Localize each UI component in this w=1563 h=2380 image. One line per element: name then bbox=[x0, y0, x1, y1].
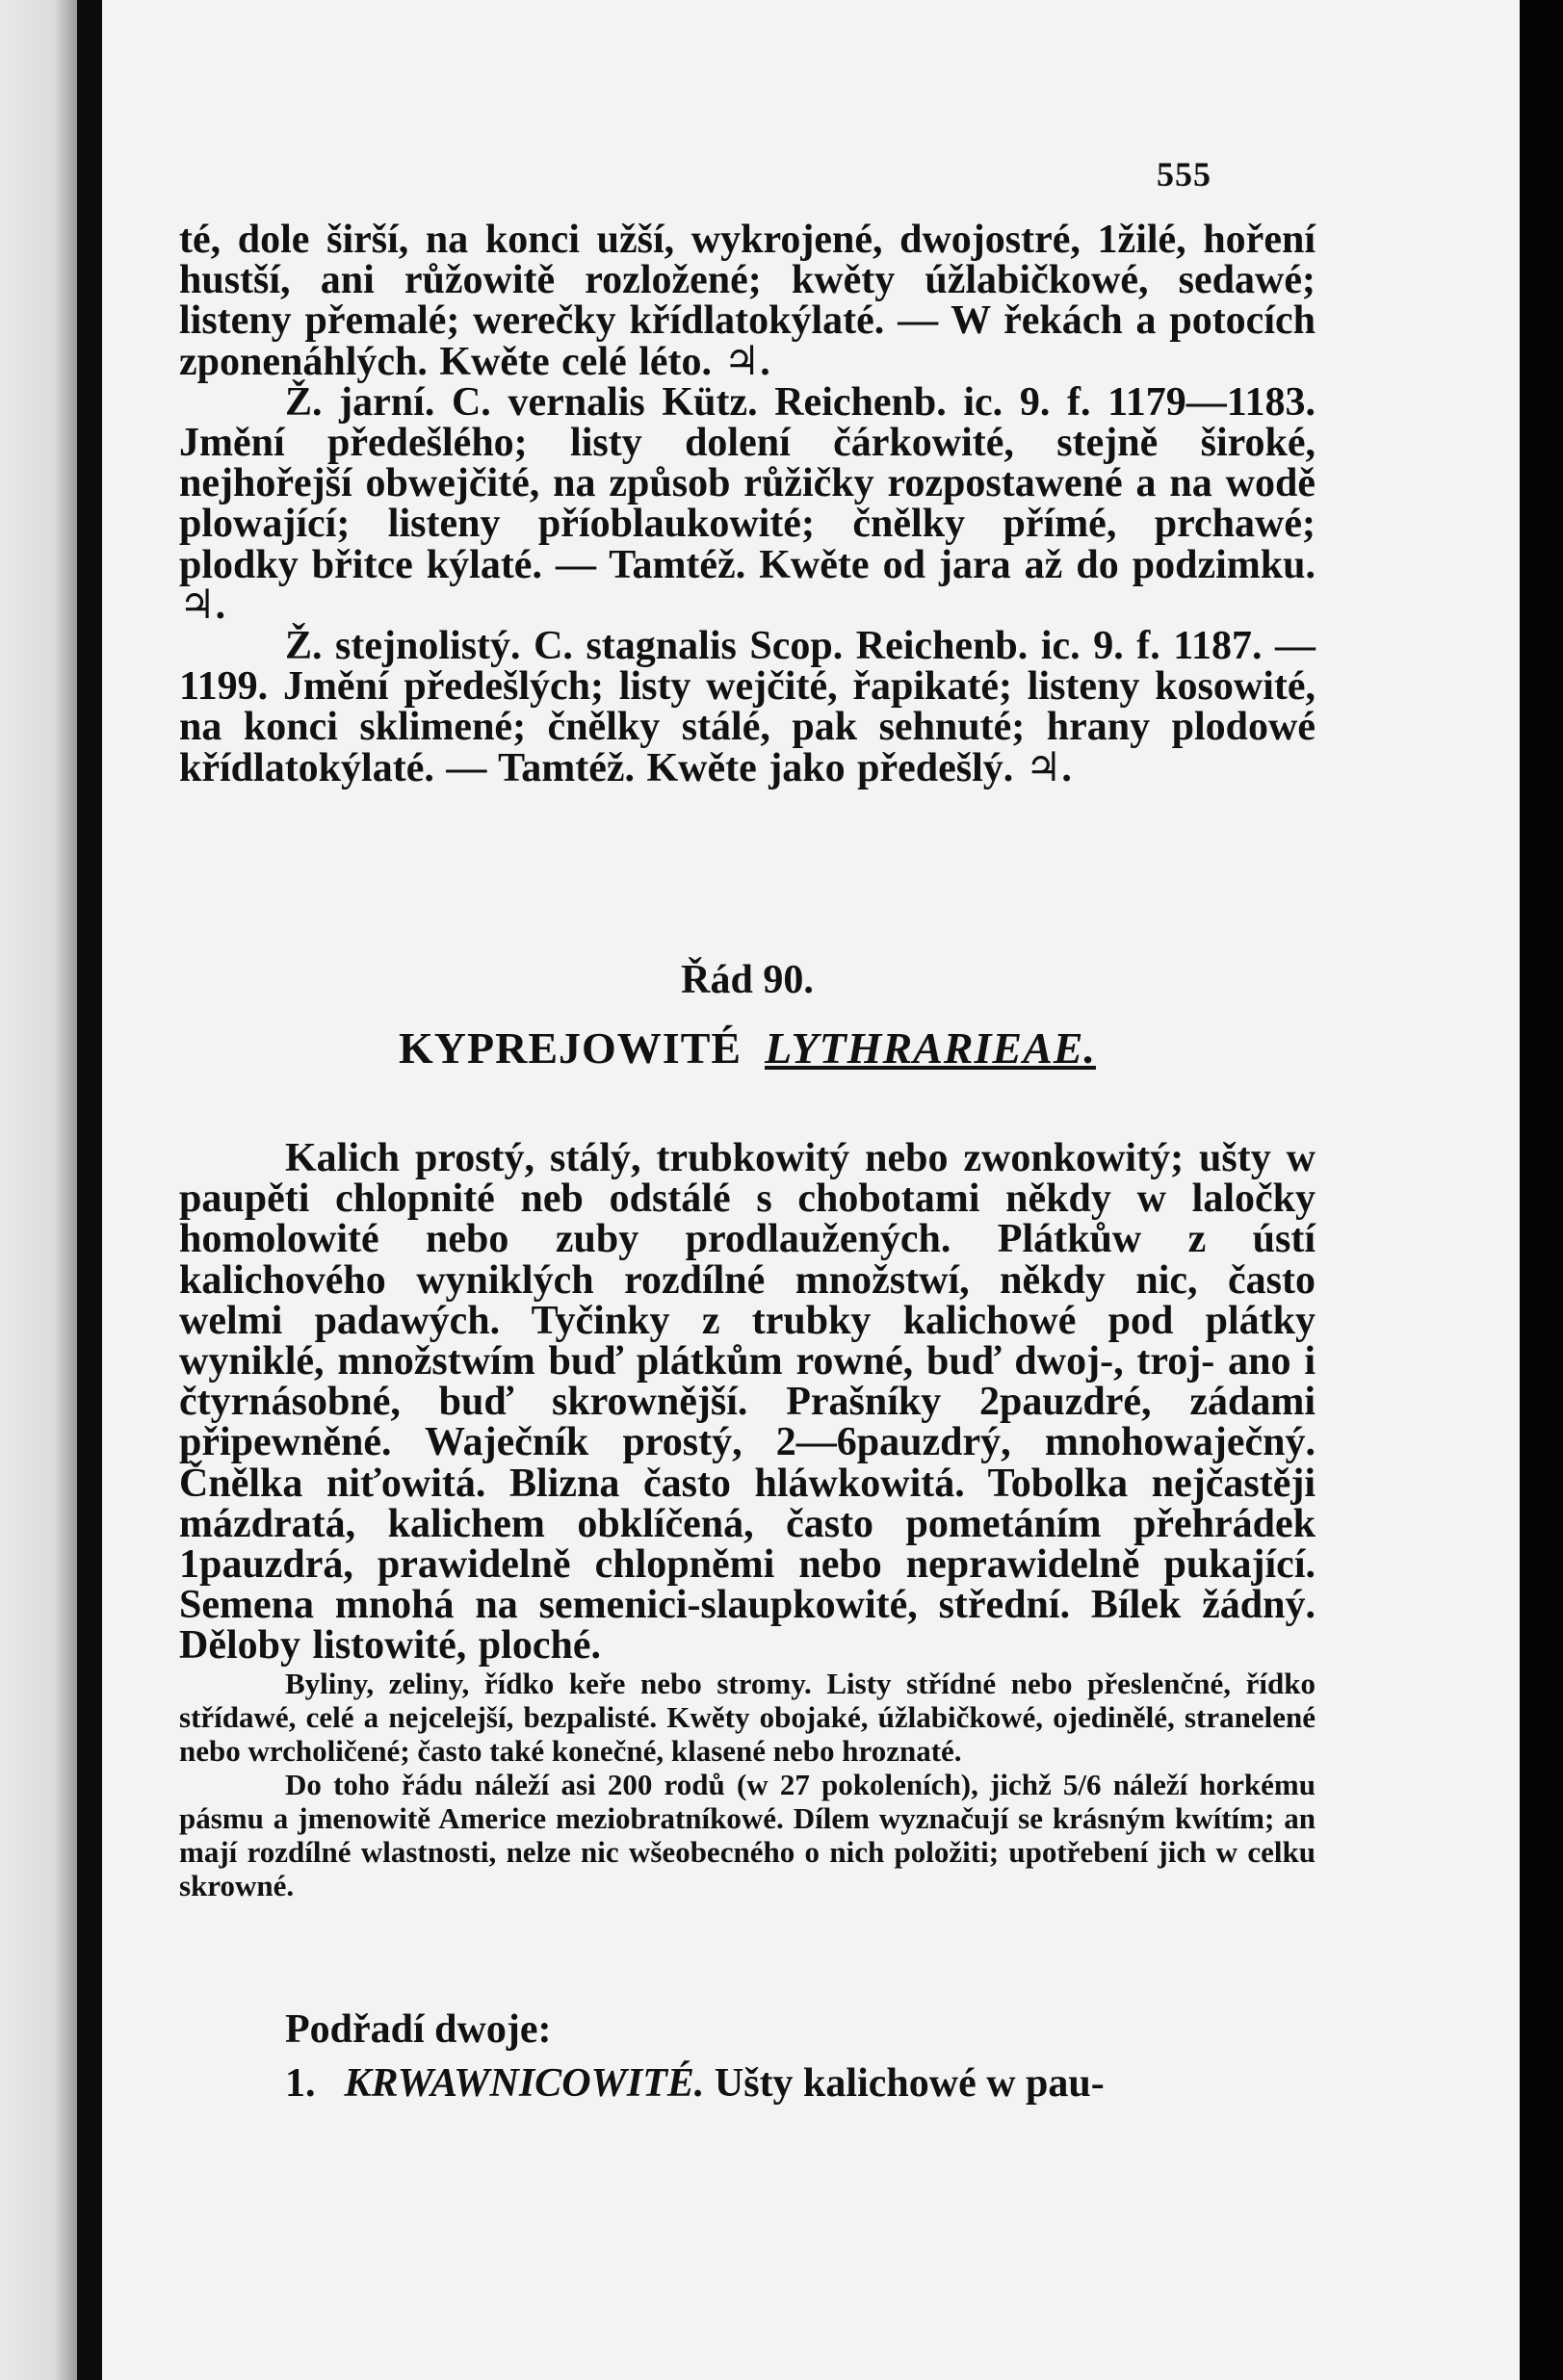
order-note-1: Byliny, zeliny, řídko keře nebo stromy. Listy střídné nebo přeslenčné, řídko střídawé, celé a nejcelejší, bezpalisté. Kwěty obojaké, úžlabičkowé, ojedinělé, stranelené nebo wrcholičené; často také konečné, klasené nebo hroznaté. bbox=[179, 1666, 1316, 1768]
entry-paragraph-3: Ž. stejnolistý. C. stagnalis Scop. Reichenb. ic. 9. f. 1187. — 1199. Jmění předešlých; listy wejčité, řapikaté; listeny kosowité, na konci sklimené; čnělky stálé, pak sehnuté; hrany plodowé křídlatokýlaté. — Tamtéž. Kwěte jako předešlý. ♃. bbox=[179, 624, 1316, 790]
suborder-text: Ušty kalichowé w pau- bbox=[714, 2061, 1105, 2106]
order-note-2: Do toho řádu náleží asi 200 rodů (w 27 pokoleních), jichž 5/6 náleží horkému pásmu a jmenowitě Americe meziobratníkowé. Dílem wyznačují se krásným kwítím; an mají rozdílné wlastnosti, nelze nic wšeobecného o nich položiti; upotřebení jich w celku skrowné. bbox=[179, 1767, 1316, 1902]
right-page-edge bbox=[1520, 0, 1563, 2380]
book-page bbox=[102, 0, 1520, 2380]
order-title-latin: LYTHRARIEAE. bbox=[765, 1023, 1096, 1073]
order-title-czech: KYPREJOWITÉ bbox=[399, 1023, 742, 1073]
left-page-edge bbox=[0, 0, 77, 2380]
suborders-heading: Podřadí dwoje: bbox=[285, 2007, 552, 2052]
suborder-number: 1. bbox=[285, 2061, 316, 2106]
suborders-block bbox=[179, 2005, 1316, 2108]
book-gutter bbox=[77, 0, 102, 2380]
order-description: Kalich prostý, stálý, trubkowitý nebo zwonkowitý; ušty w paupěti chlopnité neb odstálé s chobotami někdy w laločky homolowité nebo zuby prodlaužených. Plátkůw z ústí kalichového wyniklých rozdílné množstwí, někdy nic, často welmi padawých. Tyčinky z trubky kalichowé pod plátky wyniklé, množstwím buď plátkům rowné, buď dwoj-, troj- ano i čtyrnásobné, buď skrownější. Prašníky 2pauzdré, zádami připewněné. Waječník prostý, 2—6pauzdrý, mnohowaječný. Čnělka niťowitá. Blizna často hláwkowitá. Tobolka nejčastěji mázdratá, kalichem obklíčená, často pometáním přehrádek 1pauzdrá, prawidelně chlopněmi nebo neprawidelně pukající. Semena mnohá na semenici-slaupkowité, střední. Bílek žádný. Děloby listowité, ploché. bbox=[179, 1136, 1316, 1669]
entry-paragraph-2: Ž. jarní. C. vernalis Kütz. Reichenb. ic. 9. f. 1179—1183. Jmění předešlého; listy dolení čárkowité, stejně široké, nejhořejší obwejčité, na způsob růžičky rozpostawené a na wodě plowající; listeny příoblaukowité; čnělky přímé, prchawé; plodky břitce kýlaté. — Tamtéž. Kwěte od jara až do podzimku. ♃. bbox=[179, 379, 1316, 628]
page-number: 555 bbox=[1157, 155, 1211, 194]
suborder-item-1 bbox=[285, 2059, 1316, 2108]
order-title bbox=[179, 1023, 1316, 1074]
order-heading bbox=[179, 958, 1316, 1074]
species-entries bbox=[179, 220, 1316, 789]
suborder-name: KRWAWNICOWITÉ. bbox=[344, 2061, 705, 2106]
entry-paragraph-1: té, dole širší, na konci užší, wykrojené, dwojostré, 1žilé, hoření hustší, ani růžowitě rozložené; kwěty úžlabičkowé, sedawé; listeny přemalé; werečky křídlatokýlaté. — W řekách a potocích zponenáhlých. Kwěte celé léto. ♃. bbox=[179, 218, 1316, 384]
order-description-block bbox=[179, 1138, 1316, 1902]
order-number: Řád 90. bbox=[681, 958, 814, 1002]
